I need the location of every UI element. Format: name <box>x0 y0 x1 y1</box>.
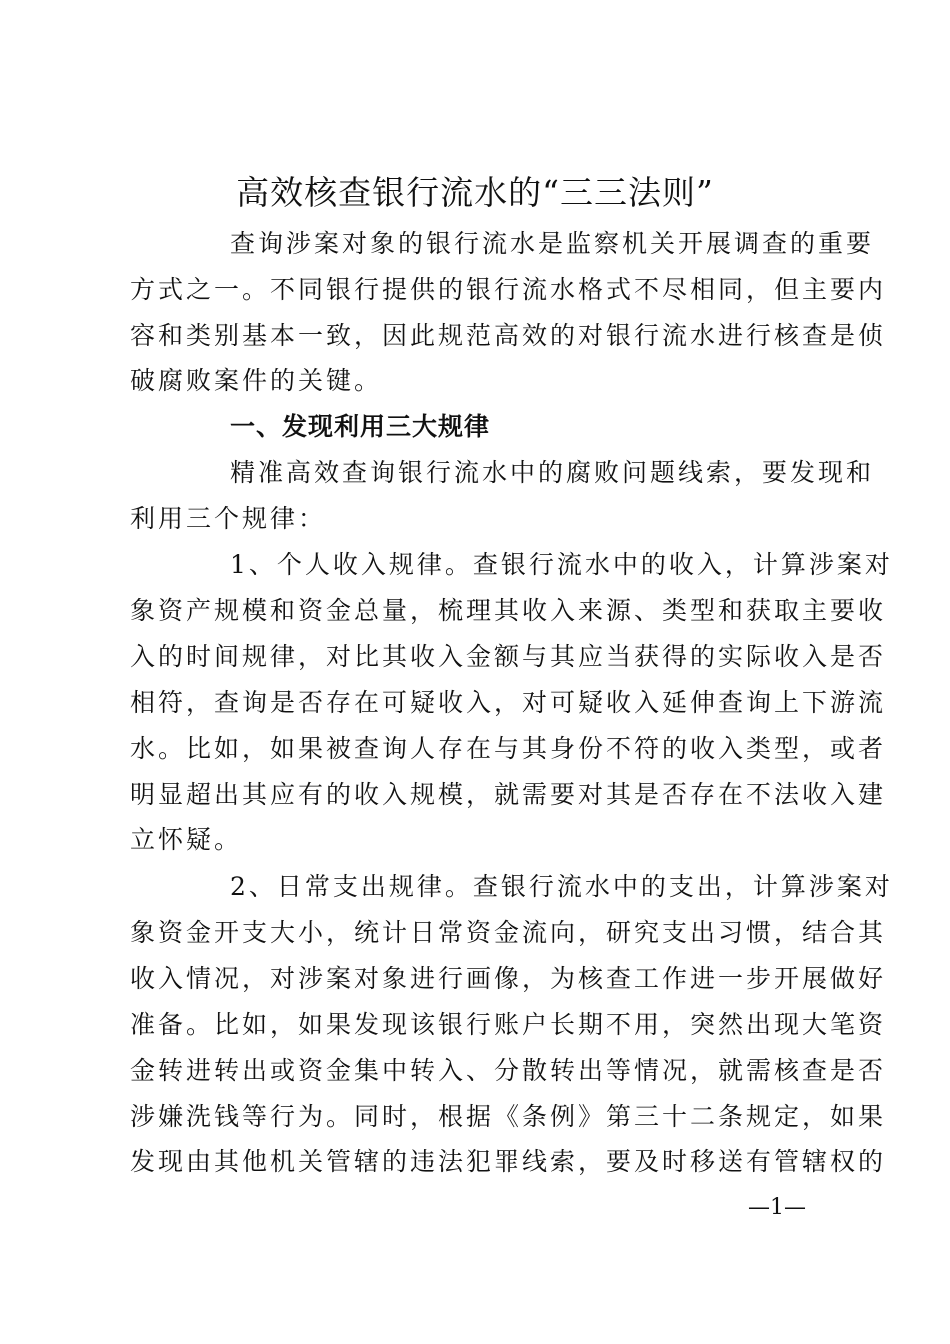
paragraph-line: 破腐败案件的关键。 <box>130 366 383 395</box>
paragraph-line: 1、个人收入规律。查银行流水中的收入，计算涉案对 <box>230 550 893 579</box>
paragraph-line: 涉嫌洗钱等行为。同时，根据《条例》第三十二条规定，如果 <box>130 1102 887 1131</box>
paragraph-line: 2、日常支出规律。查银行流水中的支出，计算涉案对 <box>230 872 893 901</box>
paragraph-line: 方式之一。不同银行提供的银行流水格式不尽相同，但主要内 <box>130 275 887 304</box>
paragraph-line: 查询涉案对象的银行流水是监察机关开展调查的重要 <box>230 229 875 258</box>
paragraph-line: 明显超出其应有的收入规模，就需要对其是否存在不法收入建 <box>130 780 887 809</box>
paragraph-line: 象资金开支大小，统计日常资金流向，研究支出习惯，结合其 <box>130 918 887 947</box>
paragraph-line: 利用三个规律： <box>130 504 327 533</box>
paragraph-line: 精准高效查询银行流水中的腐败问题线索，要发现和 <box>230 458 875 487</box>
paragraph-line: 发现由其他机关管辖的违法犯罪线索，要及时移送有管辖权的 <box>130 1147 887 1176</box>
paragraph-line: 收入情况，对涉案对象进行画像，为核查工作进一步开展做好 <box>130 964 887 993</box>
document-title: 高效核查银行流水的“三三法则” <box>236 173 714 212</box>
section-heading: 一、发现利用三大规律 <box>230 412 491 441</box>
paragraph-line: 水。比如，如果被查询人存在与其身份不符的收入类型，或者 <box>130 734 887 763</box>
paragraph-line: 象资产规模和资金总量，梳理其收入来源、类型和获取主要收 <box>130 596 887 625</box>
paragraph-line: 准备。比如，如果发现该银行账户长期不用，突然出现大笔资 <box>130 1010 887 1039</box>
paragraph-line: 相符，查询是否存在可疑收入，对可疑收入延伸查询上下游流 <box>130 688 887 717</box>
page-number: —1— <box>748 1195 806 1220</box>
paragraph-line: 入的时间规律，对比其收入金额与其应当获得的实际收入是否 <box>130 642 887 671</box>
paragraph-line: 金转进转出或资金集中转入、分散转出等情况，就需核查是否 <box>130 1056 887 1085</box>
paragraph-line: 立怀疑。 <box>130 825 243 854</box>
paragraph-line: 容和类别基本一致，因此规范高效的对银行流水进行核查是侦 <box>130 321 887 350</box>
